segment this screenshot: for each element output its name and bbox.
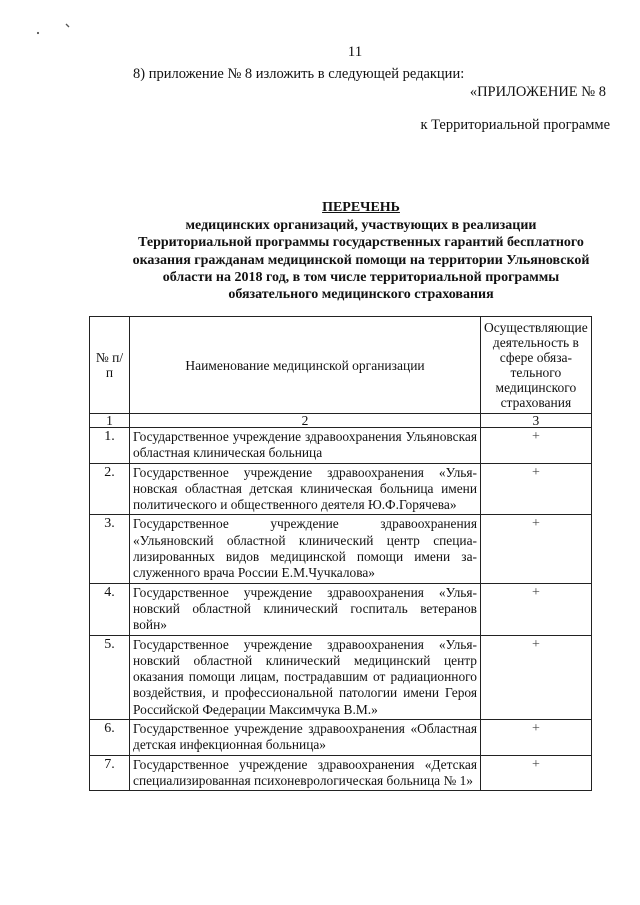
title-heading: ПЕРЕЧЕНЬ [322, 200, 400, 215]
row-number: 7. [90, 755, 130, 791]
amendment-text: 8) приложение № 8 изложить в следующей редакции: [133, 66, 465, 82]
organization-name: Государственное учреждение здравоохранения «Ульяновский областной клинический медицинский центр оказания помощи лицам, пострадавшим от радиационного воздействия, и профессиональной патологии имени Героя Российской Федерации Максимчука В.М.» [130, 635, 481, 719]
page-number: 11 [347, 44, 363, 60]
row-number: 1. [90, 428, 130, 464]
header-oms-activity: Осуществляющие деятельность в сфере обяза-тельного медицинского страхования [481, 317, 592, 414]
organization-name: Государственное учреждение здравоохранения «Ульяновский областной клинический госпиталь ветеранов войн» [130, 583, 481, 635]
header-number: № п/п [90, 317, 130, 414]
oms-mark: + [481, 635, 592, 719]
table-row [90, 635, 592, 719]
header-organization-name: Наименование медицинской организации [130, 317, 481, 414]
column-index-row [90, 414, 592, 428]
table-row [90, 463, 592, 515]
title-line: обязательного медицинского страхования [228, 287, 494, 303]
table-row [90, 755, 592, 791]
row-number: 4. [90, 583, 130, 635]
organizations-table-wrapper [89, 316, 592, 791]
document-title [94, 199, 628, 303]
organization-name: Государственное учреждение здравоохранения «Детская специализированная психоневрологическая больница № 1» [130, 755, 481, 791]
organizations-table [89, 316, 592, 791]
column-index: 3 [481, 414, 592, 428]
oms-mark: + [481, 583, 592, 635]
title-line: Территориальной программы государственных гарантий бесплатного [138, 235, 584, 251]
column-index: 2 [130, 414, 481, 428]
oms-mark: + [481, 428, 592, 464]
row-number: 2. [90, 463, 130, 515]
appendix-reference: к Территориальной программе [420, 117, 610, 133]
column-index: 1 [90, 414, 130, 428]
appendix-label: «ПРИЛОЖЕНИЕ № 8 [469, 84, 606, 100]
scan-artifact-icon [36, 22, 76, 36]
title-line: оказания гражданам медицинской помощи на территории Ульяновской [132, 252, 590, 268]
table-row [90, 583, 592, 635]
table-header-row [90, 317, 592, 414]
oms-mark: + [481, 515, 592, 583]
table-row [90, 720, 592, 756]
row-number: 6. [90, 720, 130, 756]
table-row [90, 428, 592, 464]
oms-mark: + [481, 463, 592, 515]
row-number: 5. [90, 635, 130, 719]
title-line: медицинских организаций, участвующих в реализации [185, 218, 537, 234]
organization-name: Государственное учреждение здравоохранения Ульяновская областная клиническая больница [130, 428, 481, 464]
title-line: области на 2018 год, в том числе территориальной программы [162, 269, 560, 285]
row-number: 3. [90, 515, 130, 583]
organization-name: Государственное учреждение здравоохранения «Ульяновская областная детская клиническая больница имени политического и общественного деятеля Ю.Ф.Горячева» [130, 463, 481, 515]
oms-mark: + [481, 755, 592, 791]
organization-name: Государственное учреждение здравоохранения «Ульяновский областной клинический центр специализированных видов медицинской помощи имени заслуженного врача России Е.М.Чучкалова» [130, 515, 481, 583]
scan-marks [36, 22, 76, 40]
oms-mark: + [481, 720, 592, 756]
table-row [90, 515, 592, 583]
organization-name: Государственное учреждение здравоохранения «Областная детская инфекционная больница» [130, 720, 481, 756]
